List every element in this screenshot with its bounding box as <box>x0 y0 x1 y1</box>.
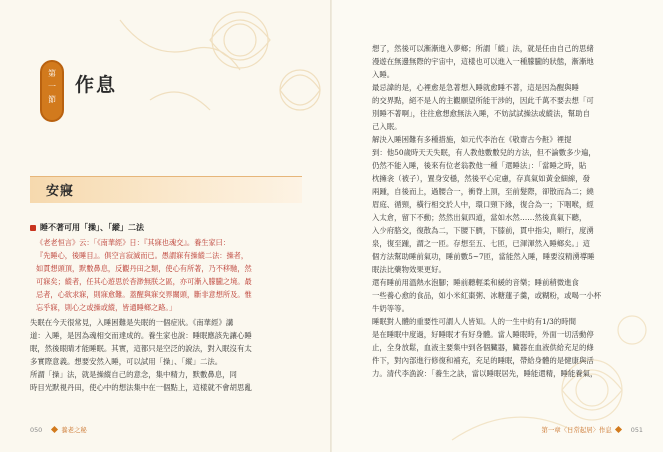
body-line: 的交界點，絕不是人的主觀願望所能干涉的，因此千萬不要去想「可 <box>372 96 594 105</box>
body-line: 想了，然後可以漸漸進入夢鄉；所謂「縱」法，就是任由自己的思緒 <box>372 44 594 53</box>
floral-decoration-icon <box>90 0 330 140</box>
body-line: 解決入睡困難有多種措施，如元代李治在《敬齋古今黈》裡提 <box>372 135 572 144</box>
body-line: 睡眠對人體的重要性可謂人人皆知。人的一生中約有1/3的時間 <box>372 317 577 326</box>
quote-line: 『先睡心，後睡目』。俱空言寂滅而已。愚謂寐有操縱二法：操者， <box>36 251 249 260</box>
sub-heading <box>30 222 144 233</box>
chapter-badge-bottom: 節 <box>48 95 56 104</box>
classical-quote <box>36 236 298 314</box>
body-line: 一些養心愈的食品，如小米紅棗粥、冰糖蓮子羹，或糊粉，或喝一小杯 <box>372 291 602 300</box>
section-title: 安寢 <box>46 184 75 199</box>
page-number: 051 <box>630 425 643 434</box>
body-line: 眠法比藥物效果更好。 <box>372 265 446 274</box>
quote-line: 忘乎寐，則心之或操或縱，皆通睡鄉之路。」 <box>36 303 177 312</box>
chapter-title: 作息 <box>75 74 118 96</box>
chapter-badge-number: 一 <box>48 82 56 91</box>
body-line: 別睡不著啊」，往往愈想愈無法入睡，不妨試試操法或縱法，幫助自 <box>372 109 591 118</box>
book-title: 養老之秘 <box>61 426 87 434</box>
quote-line: 忌者，心欲求寐，則寐愈難。蓋醒與寐交界關頭，斷非意想所及。惟 <box>36 290 252 299</box>
quote-line: 可寐矣；縱者，任其心遊思於杳渺無朕之區，亦可漸入朦朧之境。最 <box>36 277 252 286</box>
diamond-icon <box>615 426 622 433</box>
chapter-badge <box>40 60 64 122</box>
body-line: 道：入睡，是因為魂相交而達成的。養生家也說：睡眠應該先讓心睡 <box>30 331 252 340</box>
body-line: 到：他50歲時天天失眠，有人教他數數兒的方法，但不論數多少遍， <box>372 148 596 157</box>
bullet-square-icon <box>30 225 36 231</box>
quote-line: 如貫想頭頂，默數鼻息，反觀丹田之類，使心有所著，乃不移馳，然 <box>36 264 252 273</box>
chapter-running-title: 第一章〈日常起居〉作息 <box>541 426 612 434</box>
diamond-icon <box>51 426 58 433</box>
body-line: 所謂「操」法，就是操縱自己的意念，集中精力，默數鼻息，同 <box>30 370 237 379</box>
body-line: 眉庭、循頸，橫行相交於人中，環口頸下緣，復合為一；下咽喉，經 <box>372 200 594 209</box>
quote-line: 《老老恒言》云：「《南華經》日：『其寐也魂交』。養生家曰： <box>36 238 231 247</box>
left-page <box>0 0 331 452</box>
body-line: 入少府胳交，復散為二，下腰下臍，下膝前，貫中指尖，順行，度湧 <box>372 226 594 235</box>
left-body-text <box>30 316 302 394</box>
body-line: 多實際意義。想要安然入睡，可以試用「操」、「縱」二法。 <box>30 357 223 366</box>
body-line: 牛奶等等。 <box>372 304 409 313</box>
page-number: 050 <box>30 425 43 434</box>
body-line: 眠，然後眼睛才能睡眠。其實，這都只是空泛的說法，對入眠沒有太 <box>30 344 252 353</box>
body-line: 入太倉，留下不動；然然出氣四道，當如水然……然後真氣下聽， <box>372 213 587 222</box>
body-line: 件下，對內部進行修復和補充，充足的睡眠，帶給身體的是健康與活 <box>372 356 594 365</box>
body-line: 兩踵，自後而上，過腰合一，衝脊上頂，至前髮際，卻散而為二；繞 <box>372 187 594 196</box>
body-line: 力。清代李漁說：「養生之訣，當以睡眠居先，睡能還精，睡能養氣， <box>372 369 598 378</box>
body-line: 止，全身放鬆，血液主要集中到各個臟器，臟器在血液供給充足的條 <box>372 343 594 352</box>
sub-heading-text: 睡不著可用「操」、「縱」二法 <box>40 223 144 232</box>
body-line: 仍然不能入睡，後來有位老翁教他一種「還睡法」：「當睡之時，貼 <box>372 161 587 170</box>
right-page <box>332 0 663 452</box>
body-line: 最忌諱的是，心裡愈是急著想入睡就愈睡不著，這是因為醒與睡 <box>372 83 579 92</box>
body-line: 入睡。 <box>372 70 395 79</box>
body-line: 泉，復至踵，謂之一匝。存想至五、七匝，已渾渾然入睡鄉矣。」這 <box>372 239 591 248</box>
section-banner <box>30 176 302 203</box>
body-line: 漫遊在無邊無際的宇宙中，這樣也可以進入一種朦朧的狀態，漸漸地 <box>372 57 594 66</box>
body-line: 己入眠。 <box>372 122 402 131</box>
left-footer <box>30 425 87 434</box>
chapter-badge-top: 第 <box>48 69 56 78</box>
body-line: 還有睡前用溫熱水泡腳；睡前聽輕柔和緩的音樂；睡前稍微進食 <box>372 278 579 287</box>
body-line: 是在睡眠中度過，好睡眠才有好身體。當人睡眠時，外面一切活動停 <box>372 330 594 339</box>
body-line: 個方法幫助睡前氣功，睡前數5~7匝，當能然入睡，睡要沒精湧導睡 <box>372 252 595 261</box>
right-footer <box>542 425 644 434</box>
body-line: 枕擁衾（被子），置身安穩，然後平心定慮，存真氣如黃金細線，發 <box>372 174 591 183</box>
right-body-text <box>372 42 634 380</box>
body-line: 失眠在今天很常見，入睡困難是失眠的一個症狀。《南華經》講 <box>30 318 234 327</box>
body-line: 時目光默視丹田，使心中的想法集中在一個點上，這樣就不會胡思亂 <box>30 383 252 392</box>
